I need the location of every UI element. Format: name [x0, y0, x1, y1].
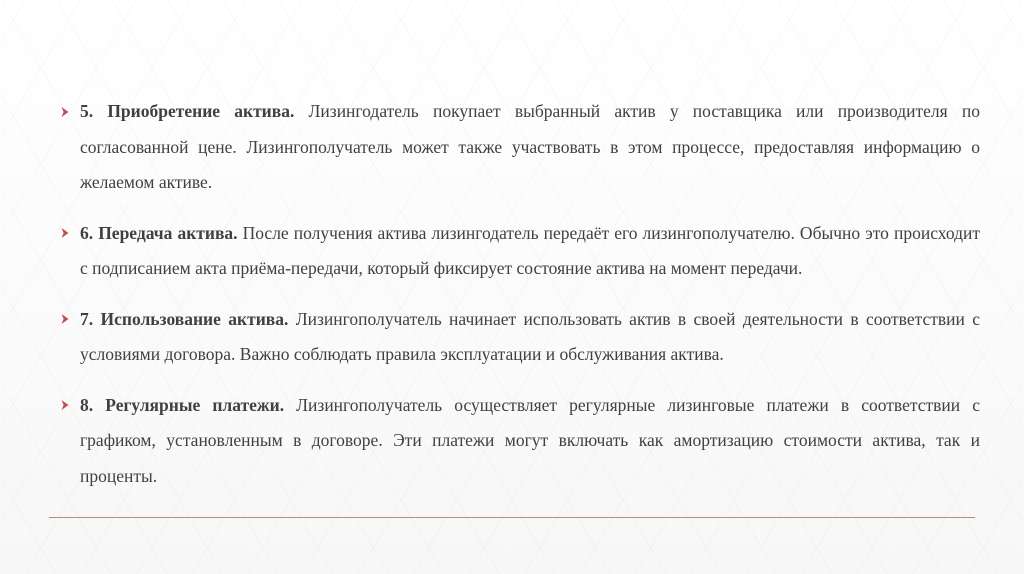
bullet-list [60, 94, 980, 509]
arrow-bullet-icon [60, 216, 74, 251]
item-text: Лизингополучатель начинает использовать актив в своей деятельности в соответствии с условиями договора. Важно соблюдать правила эксплуатации и обслуживания актива. [80, 308, 980, 364]
item-title: 8. Регулярные платежи. [80, 394, 297, 415]
item-title: 5. Приобретение актива. [80, 101, 309, 121]
list-item-transfer [60, 216, 980, 287]
arrow-bullet-icon [60, 94, 74, 129]
footer-divider [49, 517, 975, 518]
arrow-bullet-icon [60, 302, 74, 337]
item-title: 6. Передача актива. [80, 222, 243, 243]
item-text: После получения актива лизингодатель передаёт его лизингополучателю. Обычно это происходит с подписанием акта приёма-передачи, который фиксирует состояние актива на момент передачи. [80, 222, 980, 278]
arrow-bullet-icon [60, 388, 74, 423]
item-title: 7. Использование актива. [80, 308, 296, 329]
item-text: Лизингодатель покупает выбранный актив у поставщика или производителя по согласованной цене. Лизингополучатель может также участвовать в этом процессе, предоставляя информацию о желаемом активе. [80, 101, 981, 192]
list-item-usage [60, 302, 980, 373]
list-item-acquisition [60, 94, 980, 201]
item-text: Лизингополучатель осуществляет регулярные лизинговые платежи в соответствии с графиком, установленным в договоре. Эти платежи могут включать как амортизацию стоимости актива, так и проценты. [80, 394, 980, 486]
list-item-payments [60, 388, 980, 495]
